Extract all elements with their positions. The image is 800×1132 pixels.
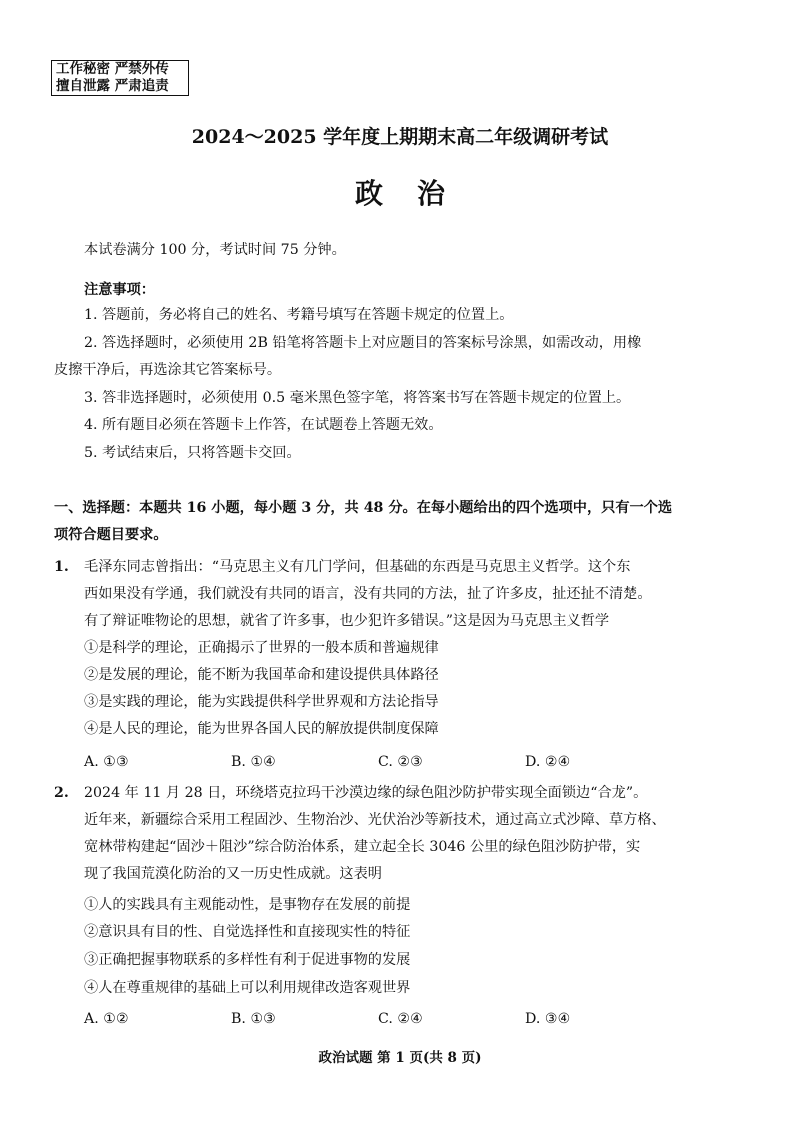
stamp-line-1: 工作秘密 严禁外传 <box>56 61 169 77</box>
notice-item: 4. 所有题目必须在答题卡上作答，在试题卷上答题无效。 <box>84 417 443 433</box>
answer-option-c[interactable]: C. ②③ <box>378 754 423 770</box>
notice-item: 3. 答非选择题时，必须使用 0.5 毫米黑色签字笔，将答案书写在答题卡规定的位置上。 <box>84 390 631 406</box>
section-heading-continued: 项符合题目要求。 <box>54 527 168 543</box>
question-stem: 近年来，新疆综合采用工程固沙、生物治沙、光伏治沙等新技术，通过高立式沙障、草方格、 <box>84 812 666 828</box>
question-stem: 西如果没有学通，我们就没有共同的语言，没有共同的方法，扯了许多皮，扯还扯不清楚。 <box>84 586 652 602</box>
question-stem: 毛泽东同志曾指出：“马克思主义有几门学问，但基础的东西是马克思主义哲学。这个东 <box>84 559 631 575</box>
answer-option-d[interactable]: D. ③④ <box>525 1011 571 1027</box>
confidential-stamp <box>51 60 189 96</box>
statement: ②是发展的理论，能不断为我国革命和建设提供具体路径 <box>84 667 439 683</box>
statement: ①是科学的理论，正确揭示了世界的一般本质和普遍规律 <box>84 640 439 656</box>
statement: ④人在尊重规律的基础上可以利用规律改造客观世界 <box>84 980 411 996</box>
answer-option-d[interactable]: D. ②④ <box>525 754 571 770</box>
answer-option-a[interactable]: A. ①③ <box>84 754 129 770</box>
statement: ②意识具有目的性、自觉选择性和直接现实性的特征 <box>84 924 411 940</box>
notice-item-continued: 皮擦干净后，再选涂其它答案标号。 <box>54 362 282 378</box>
question-stem: 有了辩证唯物论的思想，就省了许多事，也少犯许多错误。”这是因为马克思主义哲学 <box>84 613 610 629</box>
intro-text: 本试卷满分 100 分，考试时间 75 分钟。 <box>84 242 346 258</box>
notice-item: 5. 考试结束后，只将答题卡交回。 <box>84 445 301 461</box>
exam-title: 2024～2025 学年度上期期末高二年级调研考试 <box>191 126 609 148</box>
question-stem: 现了我国荒漠化防治的又一历史性成就。这表明 <box>84 866 382 882</box>
statement: ③是实践的理论，能为实践提供科学世界观和方法论指导 <box>84 694 439 710</box>
question-stem: 2024 年 11 月 28 日，环绕塔克拉玛干沙漠边缘的绿色阻沙防护带实现全面锁边“合龙”。 <box>84 785 648 801</box>
statement: ③正确把握事物联系的多样性有利于促进事物的发展 <box>84 952 411 968</box>
notice-item: 1. 答题前，务必将自己的姓名、考籍号填写在答题卡规定的位置上。 <box>84 307 514 323</box>
question-number: 2. <box>54 785 69 801</box>
subject-title: 政治 <box>354 177 479 210</box>
answer-option-a[interactable]: A. ①② <box>84 1011 129 1027</box>
section-heading: 一、选择题：本题共 16 小题，每小题 3 分，共 48 分。在每小题给出的四个选项中，只有一个选 <box>54 500 673 516</box>
statement: ④是人民的理论，能为世界各国人民的解放提供制度保障 <box>84 721 439 737</box>
page-footer: 政治试题 第 1 页(共 8 页) <box>318 1050 482 1066</box>
answer-option-b[interactable]: B. ①③ <box>231 1011 276 1027</box>
answer-option-c[interactable]: C. ②④ <box>378 1011 423 1027</box>
notice-heading: 注意事项： <box>84 282 155 298</box>
answer-option-b[interactable]: B. ①④ <box>231 754 276 770</box>
question-stem: 宽林带构建起“固沙＋阻沙”综合防治体系，建立起全长 3046 公里的绿色阻沙防护带，实 <box>84 839 641 855</box>
question-number: 1. <box>54 559 69 575</box>
statement: ①人的实践具有主观能动性，是事物存在发展的前提 <box>84 897 411 913</box>
stamp-line-2: 擅自泄露 严肃追责 <box>56 78 169 94</box>
notice-item: 2. 答选择题时，必须使用 2B 铅笔将答题卡上对应题目的答案标号涂黑，如需改动，用橡 <box>84 335 642 351</box>
